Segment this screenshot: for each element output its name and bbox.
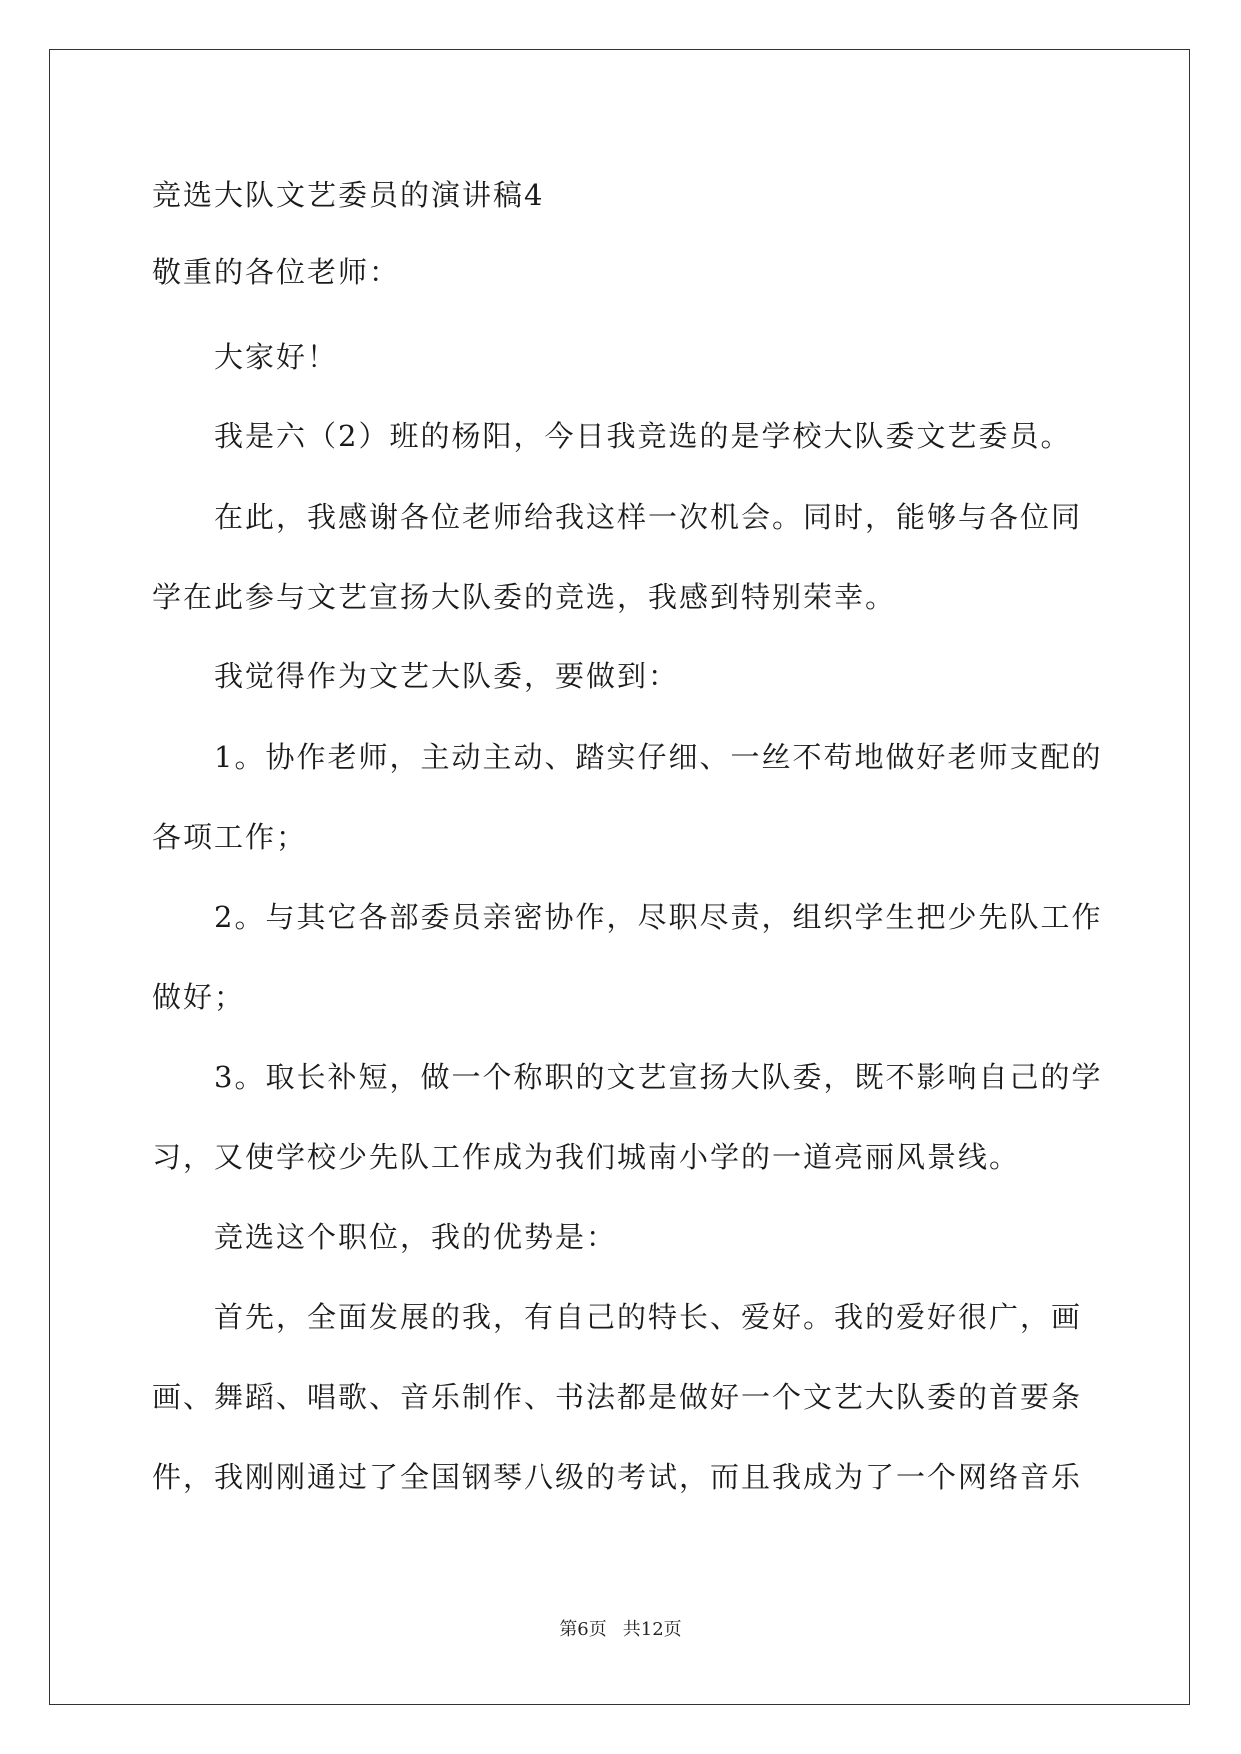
salutation: 敬重的各位老师： xyxy=(152,255,401,289)
paragraph-line: 竞选这个职位，我的优势是： xyxy=(214,1220,618,1254)
page-border xyxy=(49,49,1190,1705)
paragraph-line: 画、舞蹈、唱歌、音乐制作、书法都是做好一个文艺大队委的首要条 xyxy=(152,1380,1083,1414)
paragraph-line: 各项工作； xyxy=(152,820,308,854)
paragraph-line: 做好； xyxy=(152,980,246,1014)
page-number-total: 共12页 xyxy=(622,1619,682,1640)
paragraph-line: 大家好！ xyxy=(214,340,339,374)
paragraph-line: 2。与其它各部委员亲密协作，尽职尽责，组织学生把少先队工作 xyxy=(214,900,1103,934)
paragraph-line: 学在此参与文艺宣扬大队委的竞选，我感到特别荣幸。 xyxy=(152,580,897,614)
paragraph-line: 1。协作老师，主动主动、踏实仔细、一丝不苟地做好老师支配的 xyxy=(214,740,1103,774)
paragraph-line: 习，又使学校少先队工作成为我们城南小学的一道亮丽风景线。 xyxy=(152,1140,1021,1174)
document-title: 竞选大队文艺委员的演讲稿4 xyxy=(152,178,545,212)
paragraph-line: 我是六（2）班的杨阳，今日我竞选的是学校大队委文艺委员。 xyxy=(214,419,1072,453)
paragraph-line: 件，我刚刚通过了全国钢琴八级的考试，而且我成为了一个网络音乐 xyxy=(152,1460,1083,1494)
paragraph-line: 我觉得作为文艺大队委，要做到： xyxy=(214,659,680,693)
paragraph-line: 3。取长补短，做一个称职的文艺宣扬大队委，既不影响自己的学 xyxy=(214,1060,1103,1094)
page-number-current: 第6页 xyxy=(559,1619,607,1640)
paragraph-line: 首先，全面发展的我，有自己的特长、爱好。我的爱好很广，画 xyxy=(214,1300,1083,1334)
paragraph-line: 在此，我感谢各位老师给我这样一次机会。同时，能够与各位同 xyxy=(214,500,1083,534)
page-footer xyxy=(0,1618,1241,1642)
